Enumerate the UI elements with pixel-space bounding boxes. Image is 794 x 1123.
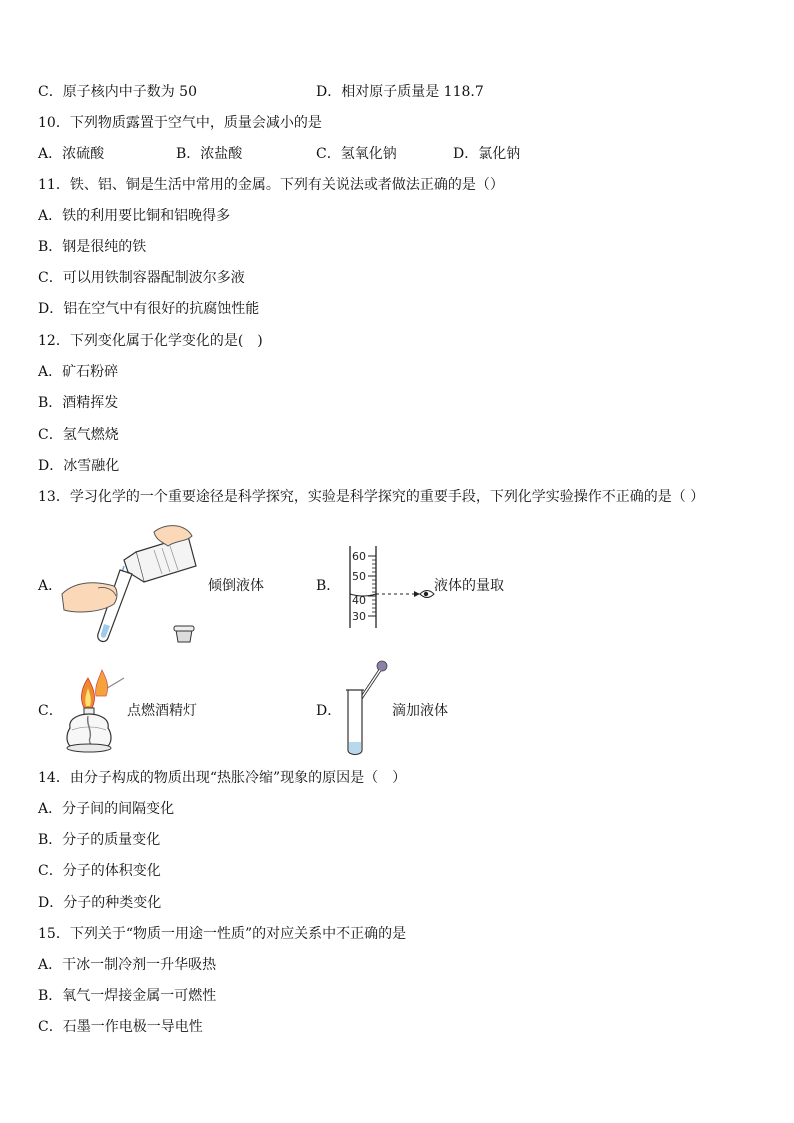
q13-option-b-letter: B．	[316, 578, 341, 594]
q13-option-b-caption: 液体的量取	[434, 578, 504, 594]
alcohol-lamp-icon	[67, 714, 111, 752]
reagent-bottle-icon	[124, 536, 196, 582]
q9-option-c: C．原子核内中子数为 50	[38, 84, 197, 100]
cylinder-tick-60: 60	[352, 550, 366, 563]
q13-option-d-caption: 滴加液体	[392, 703, 448, 719]
q14-option-b: B．分子的质量变化	[38, 832, 161, 848]
q12-option-b: B．酒精挥发	[38, 395, 119, 411]
lighting-alcohol-lamp-figure	[60, 668, 128, 756]
q12-option-c: C．氢气燃烧	[38, 427, 119, 443]
q10-option-b: B．浓盐酸	[176, 146, 243, 162]
lamp-flame-icon	[81, 678, 94, 708]
cylinder-tick-30: 30	[352, 610, 366, 623]
q9-option-d: D．相对原子质量是 118.7	[316, 84, 484, 100]
q13-option-c-caption: 点燃酒精灯	[127, 703, 197, 719]
eye-icon	[420, 591, 434, 598]
q13-option-a-letter: A．	[38, 578, 63, 594]
dropping-liquid-figure	[340, 656, 392, 760]
q15-option-b: B．氧气一焊接金属一可燃性	[38, 988, 217, 1004]
q12-stem: 12．下列变化属于化学变化的是( )	[38, 333, 263, 349]
q14-stem: 14．由分子构成的物质出现“热胀冷缩”现象的原因是（ ）	[38, 770, 407, 786]
q10-option-a: A．浓硫酸	[38, 146, 105, 162]
q13-stem: 13．学习化学的一个重要途径是科学探究，实验是科学探究的重要手段，下列化学实验操作不正确的是（ ）	[38, 489, 705, 505]
q11-option-a: A．铁的利用要比铜和铝晚得多	[38, 208, 231, 224]
q12-option-a: A．矿石粉碎	[38, 364, 119, 380]
q10-stem: 10．下列物质露置于空气中，质量会减小的是	[38, 115, 322, 131]
q13-option-d-letter: D．	[316, 703, 342, 719]
q10-option-d: D．氯化钠	[453, 146, 521, 162]
q10-option-c: C．氢氧化钠	[316, 146, 397, 162]
q15-option-c: C．石墨一作电极一导电性	[38, 1019, 203, 1035]
q14-option-a: A．分子间的间隔变化	[38, 801, 175, 817]
q11-option-d: D．铝在空气中有很好的抗腐蚀性能	[38, 301, 260, 317]
q11-option-c: C．可以用铁制容器配制波尔多液	[38, 270, 245, 286]
q11-stem: 11．铁、铝、铜是生活中常用的金属。下列有关说法或者做法正确的是（）	[38, 177, 504, 193]
cylinder-tick-50: 50	[352, 570, 366, 583]
q11-option-b: B．钢是很纯的铁	[38, 239, 147, 255]
q14-option-d: D．分子的种类变化	[38, 895, 162, 911]
q13-option-a-caption: 倾倒液体	[208, 578, 264, 594]
measuring-cylinder-icon	[350, 546, 376, 628]
measuring-cylinder-figure	[340, 544, 436, 630]
q12-option-d: D．冰雪融化	[38, 458, 120, 474]
bottle-stopper-icon	[174, 626, 194, 642]
q15-stem: 15．下列关于“物质一用途一性质”的对应关系中不正确的是	[38, 926, 407, 942]
cylinder-tick-40: 40	[352, 594, 366, 607]
q13-option-c-letter: C．	[38, 703, 63, 719]
q15-option-a: A．干冰一制冷剂一升华吸热	[38, 957, 217, 973]
match-flame-icon	[96, 670, 124, 696]
pouring-liquid-figure	[58, 520, 208, 645]
q14-option-c: C．分子的体积变化	[38, 863, 161, 879]
test-tube-icon	[346, 690, 364, 755]
